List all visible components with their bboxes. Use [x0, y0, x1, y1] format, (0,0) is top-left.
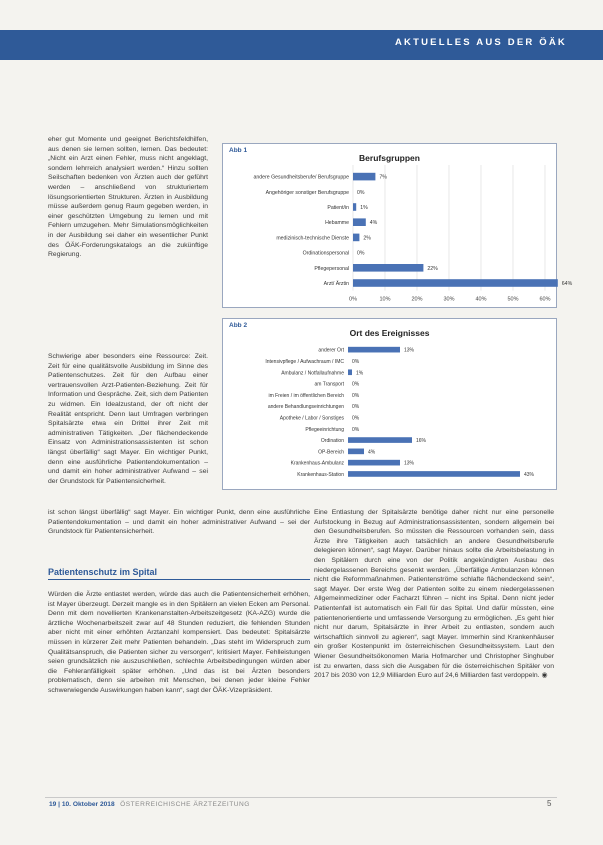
category-label: Hebamme [325, 220, 349, 227]
category-label: medizinisch-technische Dienste [276, 235, 349, 242]
value-label: 2% [363, 235, 371, 242]
category-label: Apotheke / Labor / Sonstiges [279, 415, 344, 422]
category-label: im Freien / im öffentlichen Bereich [268, 392, 344, 399]
bar [353, 203, 356, 211]
ort-des-ereignisses-chart [223, 339, 556, 499]
category-label: Ambulanz / Notfallaufnahme [281, 370, 344, 377]
value-label: 22% [427, 265, 438, 272]
x-tick-label: 0% [349, 296, 357, 303]
category-label: Pflegeeinrichtung [305, 426, 344, 433]
footer-issue [49, 801, 250, 808]
bar [353, 279, 558, 287]
category-label: Angehöriger sonstiger Berufsgruppe [265, 189, 349, 196]
footer-divider [45, 797, 557, 798]
value-label: 7% [379, 174, 387, 181]
category-label: andere Gesundheitsberufe/ Berufsgruppe [253, 174, 349, 181]
value-label: 0% [352, 404, 360, 411]
value-label: 0% [352, 415, 360, 422]
issue-date: 19 | 10. Oktober 2018 [49, 801, 115, 808]
x-tick-label: 40% [475, 296, 487, 303]
value-label: 0% [352, 358, 360, 365]
page-number: 5 [547, 799, 552, 808]
category-label: Ordinationspersonal [302, 250, 349, 257]
column-1-bottom-text [48, 590, 310, 790]
bar [348, 471, 520, 477]
bar [353, 218, 366, 226]
paragraph: eher gut Momente und geeignet Berichtsfeldhilfen, aus denen sie lernen sollten, lernen. Das bedeutet: „Nicht ein Arzt einen Fehler, muss nicht angeklagt, sondern lehrreich analysiert werden.“ Hinzu sollten Seilschaften bedenken von Ärzten auch der geführt werden – anschließend von strukturiertem lösungsorientierten Strukturen. Ärzten in Ausbildung müsse außerdem genug Raum gegeben werden, in einer geschützten Umgebung zu lernen und mit Fehlern umzugehen. Mehr Simulationsmöglichkeiten in der Ausbildung sei daher ein wesentlicher Punkt des ÖÄK-Forderungskatalogs an die zukünftige Regierung. [48, 136, 208, 259]
heading-underline [48, 579, 310, 580]
value-label: 64% [561, 281, 573, 287]
category-label: Arzt/ Ärztin [323, 281, 349, 287]
publication-name: ÖSTERREICHISCHE ÄRZTEZEITUNG [120, 801, 250, 808]
column-1-top-text [48, 135, 208, 345]
bar [353, 264, 423, 272]
full-width-text [48, 508, 310, 556]
x-tick-label: 50% [507, 296, 519, 303]
category-label: Ordination [320, 438, 344, 445]
bar [353, 234, 359, 242]
bar [353, 173, 375, 181]
value-label: 16% [416, 438, 427, 445]
value-label: 1% [360, 205, 368, 211]
bar [348, 369, 352, 375]
category-label: andere Behandlungseinrichtungen [267, 404, 344, 411]
section-heading: Patientenschutz im Spital [48, 567, 158, 577]
category-label: Intensivpflege / Aufwachraum / IMC [265, 358, 344, 365]
bar [348, 460, 400, 466]
berufsgruppen-chart [223, 159, 573, 309]
bar [348, 347, 400, 353]
value-label: 0% [352, 426, 360, 433]
category-label: am Transport [314, 381, 344, 388]
paragraph-continuation: ist schon längst überfällig“ sagt Mayer. Ein wichtiger Punkt, denn eine ausführliche Patientendokumentation – und damit ein hoher administrativer Aufwand – sei der Grundstock für Patientensicherheit. [48, 509, 310, 536]
section-header-bar [0, 30, 603, 60]
chart-box-2 [222, 318, 557, 490]
value-label: 0% [357, 250, 365, 257]
value-label: 1% [356, 370, 364, 377]
paragraph: Würden die Ärzte entlastet werden, würde das auch die Patientensicherheit erhöhen, ist Mayer überzeugt. Derzeit mangle es in den Spitälern an vielen Ecken am Personal. Denn mit dem novellierten Krankenanstalten-Arbeitszeitgesetz (KA-AZG) wurde die ärztliche Wochenarbeitszeit zwar auf 48 Stunden reduziert, die fehlenden Stunden aber nicht mit einer erhöhten Arztanzahl kompensiert. Das bedeutet: Spitalsärzte müssen in kürzerer Zeit mehr Patienten behandeln. „Das steht im Widerspruch zum Qualitätsanspruch, die Patienten sicher zu versorgen“, kritisiert Mayer. Fehlleistungen seien grundsätzlich nie auszuschließen, schlechte Arbeitsbedingungen würden aber die Fehleranfälligkeit später erhöhen. „Und das ist bei Ärzten besonders problematisch, denn sie arbeiten mit Menschen, bei denen jeder kleine Fehler schwerwiegende Auswirkungen haben kann“, sagt der ÖÄK-Vizepräsident. [48, 591, 310, 694]
value-label: 0% [352, 392, 360, 399]
chart-box-1 [222, 143, 573, 308]
value-label: 4% [369, 220, 378, 227]
x-tick-label: 10% [379, 296, 391, 303]
column-1-middle-text [48, 352, 208, 485]
value-label: 0% [357, 189, 365, 196]
category-label: Krankenhaus-Ambulanz [290, 460, 344, 467]
x-tick-label: 30% [443, 296, 455, 303]
value-label: 0% [352, 381, 360, 388]
figure-label: Abb 1 [229, 147, 248, 154]
section-title: AKTUELLES AUS DER ÖÄK [395, 37, 567, 48]
value-label: 4% [368, 449, 376, 456]
value-label: 13% [404, 347, 415, 354]
category-label: Krankenhaus-Station [297, 471, 344, 478]
category-label: anderer Ort [318, 347, 344, 354]
category-label: Pflegepersonal [314, 265, 349, 272]
x-tick-label: 20% [411, 296, 423, 303]
paragraph: Schwierige aber besonders eine Ressource: Zeit. Zeit für eine qualitätsvolle Ausbildung im Sinne des Patientenschutzes. Zeit für den Aufbau einer vertrauensvollen Arzt-Patienten-Beziehung. Zeit für Information und Gespräche. Zeit, sich dem Patienten zu widmen. Ein Idealzustand, der oft nicht der Realität entspricht. Denn laut Umfragen verbringen Spitalsärzte etwa ein Drittel ihrer Zeit mit administrativen Tätigkeiten. „Der flächendeckende Einsatz von Administrationsassistenten ist schon längst überfällig“ sagt Mayer. Ein wichtiger Punkt, denn eine ausführliche Patientendokumentation – und damit ein hoher administrativer Aufwand – sei der Grundstock für Patientensicherheit. [48, 353, 208, 485]
bar [348, 449, 364, 455]
figure-label: Abb 2 [229, 322, 248, 329]
x-tick-label: 60% [539, 296, 551, 303]
category-label: Patient/in [327, 205, 349, 211]
paragraph: Eine Entlastung der Spitalsärzte benötige daher nicht nur eine personelle Aufstockung in Bezug auf Administrationsassistenten, sondern allgemein bei den Gesundheitsberufen. So müssten die Ressourcen vorhanden sein, dass Ärzte ihre Tätigkeiten auch tatsächlich an andere Gesundheitsberufe delegieren können“, sagt Mayer. Darüber hinaus sollte die Arbeitsbelastung in den Spitälern durch eine von der Politik angekündigten Ausbau des niedergelassenen Bereichs gesenkt werden. „Überfällige Ambulanzen können nicht die Reformmaßnahmen. Patientenströme schlafte flächendeckend sein“, sagt Mayer. Der erste Weg der Patienten sollte zu einem niedergelassenen Allgemeinmediziner oder Facharzt führen – nicht ins Spital. Denn nicht jeder Patientenfall ist automatisch ein Fall für das Spital. Und dafür müssten, eine patientenorientierte und umfassende Versorgung zu ermöglichen. „Es geht hier nicht nur darum, Spitalsärzte in ihrer Arbeit zu entlasten, sondern auch wirtschaftlich sinnvoll zu agieren“, sagt Mayer. Immerhin sind Krankenhäuser ein großer Kostenpunkt im österreichischen Gesundheitssystem. Laut den Wiener Gesundheitsökonomen Maria Hofmarcher und Christopher Singhuber ist zu erwarten, dass sich die Ausgaben für die österreichischen Spitäler von 2017 bis 2030 von 12,9 Milliarden Euro auf 24,6 Milliarden fast verdoppeln. ◉ [314, 509, 554, 680]
chart-title: Berufsgruppen [359, 153, 420, 163]
bar [348, 437, 412, 443]
value-label: 43% [524, 471, 535, 478]
chart-title: Ort des Ereignisses [349, 328, 430, 338]
value-label: 13% [404, 460, 415, 467]
category-label: OP-Bereich [318, 449, 344, 456]
column-2-bottom-text [314, 508, 554, 790]
